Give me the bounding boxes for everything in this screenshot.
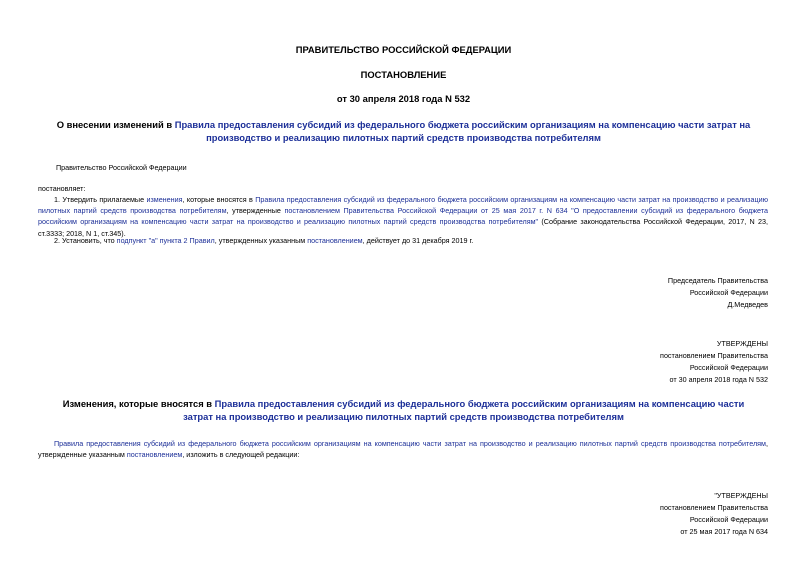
p1-text-a: 1. Утвердить прилагаемые: [54, 195, 147, 204]
subclause-link[interactable]: подпункт "а" пункта 2 Правил: [116, 236, 215, 245]
resolution-link-p2[interactable]: постановлением: [307, 236, 363, 245]
rules-link-title[interactable]: Правила предоставления субсидий из федерального бюджета российским организациям на компенсацию части затрат на производство и реализацию пилотных партий средств производства потребителям: [174, 119, 751, 143]
approved1-line4: от 30 апреля 2018 года N 532: [669, 375, 768, 384]
p1-text-d: (Собрание законодательства Российской Федерации, 2017, N 23, ст.3333; 2018, N 1, ст.345).: [38, 217, 768, 238]
approved2-line1: "УТВЕРЖДЕНЫ: [714, 491, 768, 500]
resolution-634-link[interactable]: постановлением Правительства Российской Федерации от 25 мая 2017 г. N 634 "О предоставлении субсидий из федерального бюджета российским организациям на компенсацию части затрат на производство и реализацию пилотных партий средств производства потребителям": [38, 206, 769, 227]
doc-title-prefix: О внесении изменений в: [56, 119, 175, 130]
doc-type-heading: ПОСТАНОВЛЕНИЕ: [360, 69, 447, 80]
changes-link[interactable]: изменения: [146, 195, 183, 204]
p1-text-b: , которые вносятся в: [182, 195, 256, 204]
gov-line: Правительство Российской Федерации: [56, 163, 187, 172]
org-heading: ПРАВИТЕЛЬСТВО РОССИЙСКОЙ ФЕДЕРАЦИИ: [295, 44, 512, 55]
changes-paragraph: [38, 438, 768, 460]
p2-text-c: , действует до 31 декабря 2019 г.: [362, 236, 474, 245]
doc-title: [30, 119, 777, 144]
approved1-line3: Российской Федерации: [689, 363, 768, 372]
approved-block-1: [660, 338, 768, 386]
approved2-line4: от 25 мая 2017 года N 634: [680, 527, 768, 536]
approved1-line1: УТВЕРЖДЕНЫ: [716, 339, 768, 348]
changes-text-b: , изложить в следующей редакции:: [182, 450, 300, 460]
changes-title: [50, 398, 757, 423]
paragraph-1: [38, 194, 768, 239]
doc-date-number: от 30 апреля 2018 года N 532: [336, 93, 471, 104]
p2-text-a: 2. Установить, что: [54, 236, 117, 245]
signature-title: Председатель Правительства: [667, 276, 768, 285]
signature-country: Российской Федерации: [689, 288, 768, 297]
resolution-link-changes[interactable]: постановлением: [126, 450, 183, 460]
rules-link-p1[interactable]: Правила предоставления субсидий из федерального бюджета российским организациям на компенсацию части затрат на производство и реализацию пилотных партий средств производства потребителям: [38, 195, 768, 216]
approved1-line2: постановлением Правительства: [660, 351, 768, 360]
approved-block-2: [660, 490, 768, 538]
signature-name: Д.Медведев: [727, 300, 768, 309]
approved2-line2: постановлением Правительства: [660, 503, 768, 512]
changes-text-a: , утвержденные указанным: [38, 439, 768, 460]
changes-title-prefix: Изменения, которые вносятся в: [62, 398, 215, 409]
signature-block: [668, 275, 768, 311]
p1-text-c: , утвержденные: [226, 206, 285, 216]
rules-link-changes-body[interactable]: Правила предоставления субсидий из федерального бюджета российским организациям на компенсацию части затрат на производство и реализацию пилотных партий средств производства потребителям: [54, 439, 766, 448]
rules-link-changes-title[interactable]: Правила предоставления субсидий из федерального бюджета российским организациям на компенсацию части затрат на производство и реализацию пилотных партий средств производства потребителям: [183, 398, 745, 422]
resolves-line: постановляет:: [38, 184, 86, 193]
approved2-line3: Российской Федерации: [689, 515, 768, 524]
paragraph-2: [38, 235, 768, 246]
p2-text-b: , утвержденных указанным: [214, 236, 308, 245]
